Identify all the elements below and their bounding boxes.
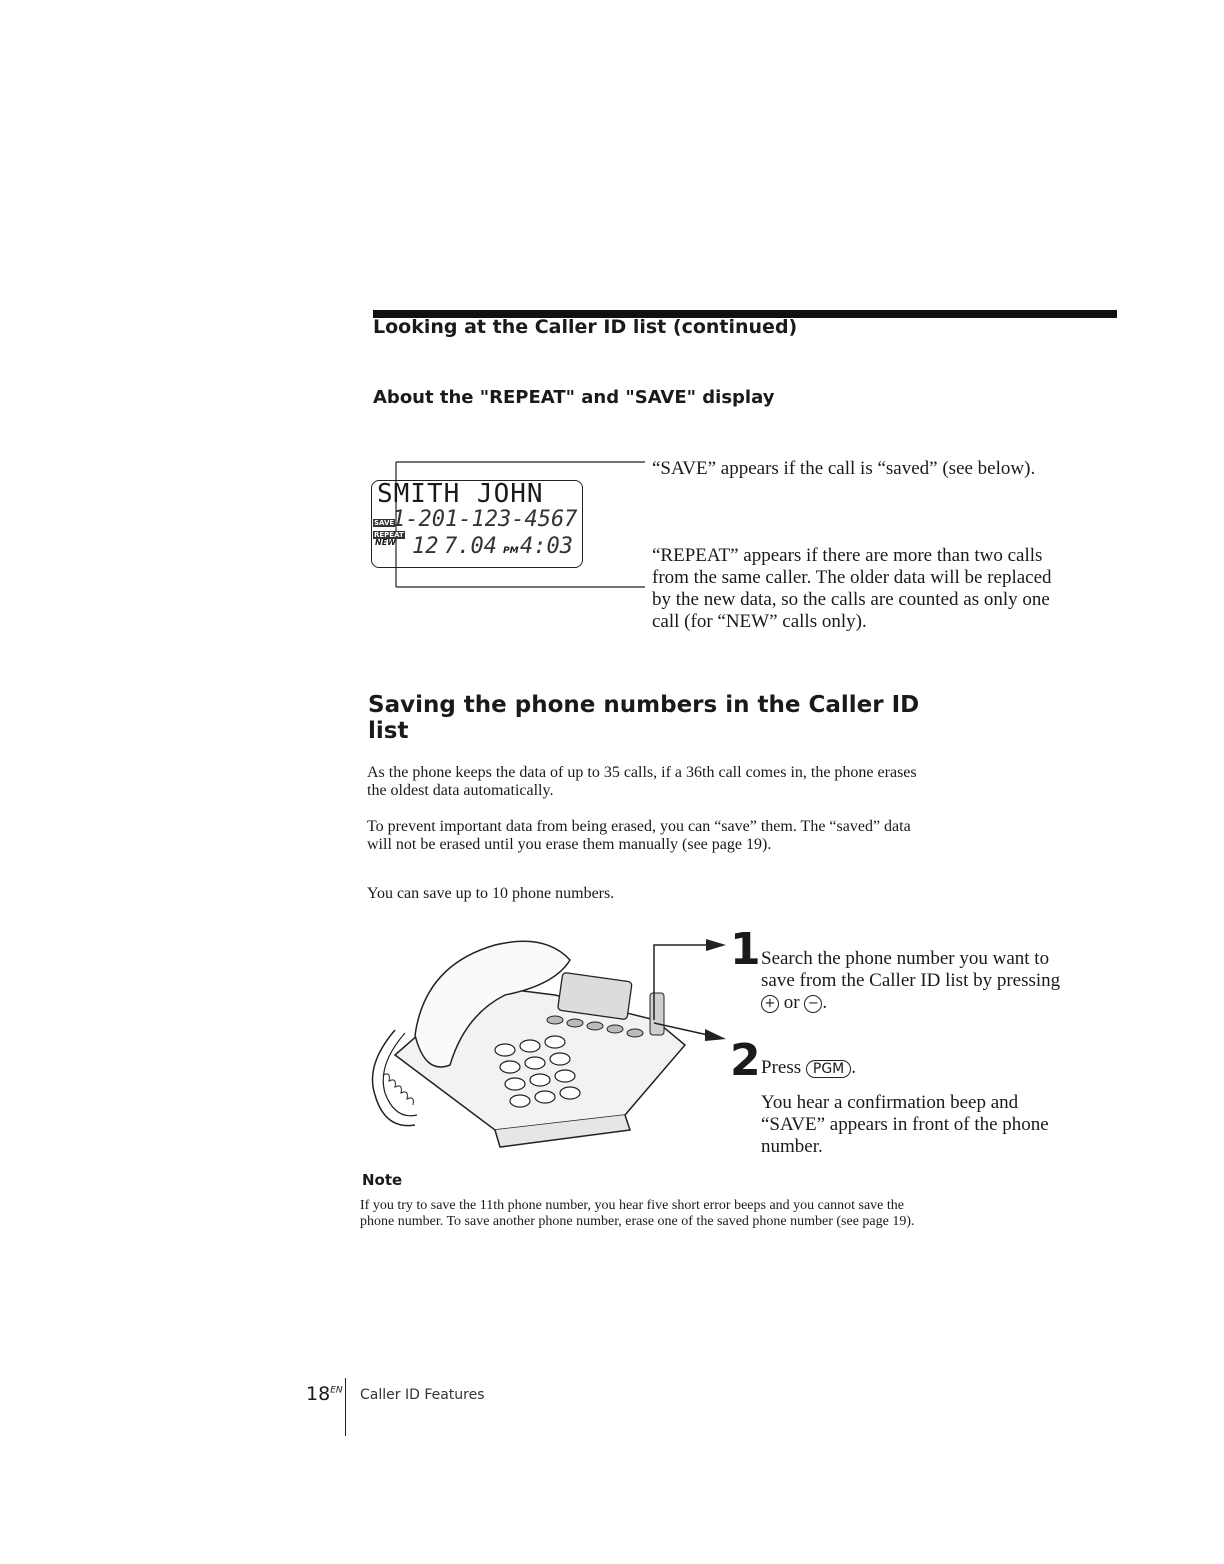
lcd-tag-save: SAVE <box>374 519 395 527</box>
saving-heading: Saving the phone numbers in the Caller ID list <box>368 692 920 744</box>
display-subheading: About the "REPEAT" and "SAVE" display <box>373 387 775 408</box>
page-number-value: 18 <box>306 1383 331 1405</box>
step-2-text <box>761 1057 1061 1079</box>
lcd-phone-number: 1-201-123-4567 <box>392 507 578 532</box>
repeat-description: “REPEAT” appears if there are more than two calls from the same caller. The older data will be replaced by the new data, so the calls are counted as only one call (for “NEW” calls only). <box>652 545 1052 632</box>
note-text: If you try to save the 11th phone number, you hear five short error beeps and you cannot save the phone number. To save another phone number, erase one of the saved phone number (see page 19). <box>360 1198 915 1229</box>
page-number <box>306 1383 343 1405</box>
step-2-number: 2 <box>730 1035 761 1086</box>
footer-divider <box>345 1378 346 1436</box>
lcd-caller-name: SMITH JOHN <box>377 479 544 509</box>
minus-key-icon: − <box>804 995 822 1013</box>
step-2-instruction: Press <box>761 1057 802 1078</box>
lcd-time: 7.04 <box>444 534 497 559</box>
page-number-suffix: EN <box>330 1385 343 1396</box>
lcd-date: 12 <box>412 534 439 559</box>
paragraph-prevent: To prevent important data from being erased, you can “save” them. The “saved” data will not be erased until you erase them manually (see page 19). <box>367 818 911 853</box>
step-1-text <box>761 948 1061 1014</box>
lcd-tag-repeat: REPEAT <box>374 531 404 539</box>
pgm-key-icon: PGM <box>806 1060 851 1078</box>
lcd-call-count: 4:03 <box>520 534 573 559</box>
step-1-number: 1 <box>730 924 761 975</box>
step-2-period: . <box>851 1057 856 1078</box>
lcd-tag-new: NEW <box>375 538 396 547</box>
step-1-instruction: Search the phone number you want to save from the Caller ID list by pressing <box>761 948 1061 991</box>
note-title: Note <box>362 1171 403 1189</box>
lcd-pm: PM <box>503 546 519 556</box>
save-description: “SAVE” appears if the call is “saved” (see below). <box>652 458 1036 479</box>
plus-key-icon: + <box>761 995 779 1013</box>
section-title: Looking at the Caller ID list (continued) <box>373 316 798 338</box>
paragraph-capacity: As the phone keeps the data of up to 35 calls, if a 36th call comes in, the phone erases the oldest data automatically. <box>367 764 917 799</box>
step-callout-arrows <box>650 935 730 1065</box>
step-2-detail: You hear a confirmation beep and “SAVE” appears in front of the phone number. <box>761 1092 1049 1157</box>
chapter-title: Caller ID Features <box>360 1387 485 1403</box>
step-1-period: . <box>822 992 828 1013</box>
paragraph-limit: You can save up to 10 phone numbers. <box>367 885 615 902</box>
step-1-or: or <box>783 992 800 1013</box>
